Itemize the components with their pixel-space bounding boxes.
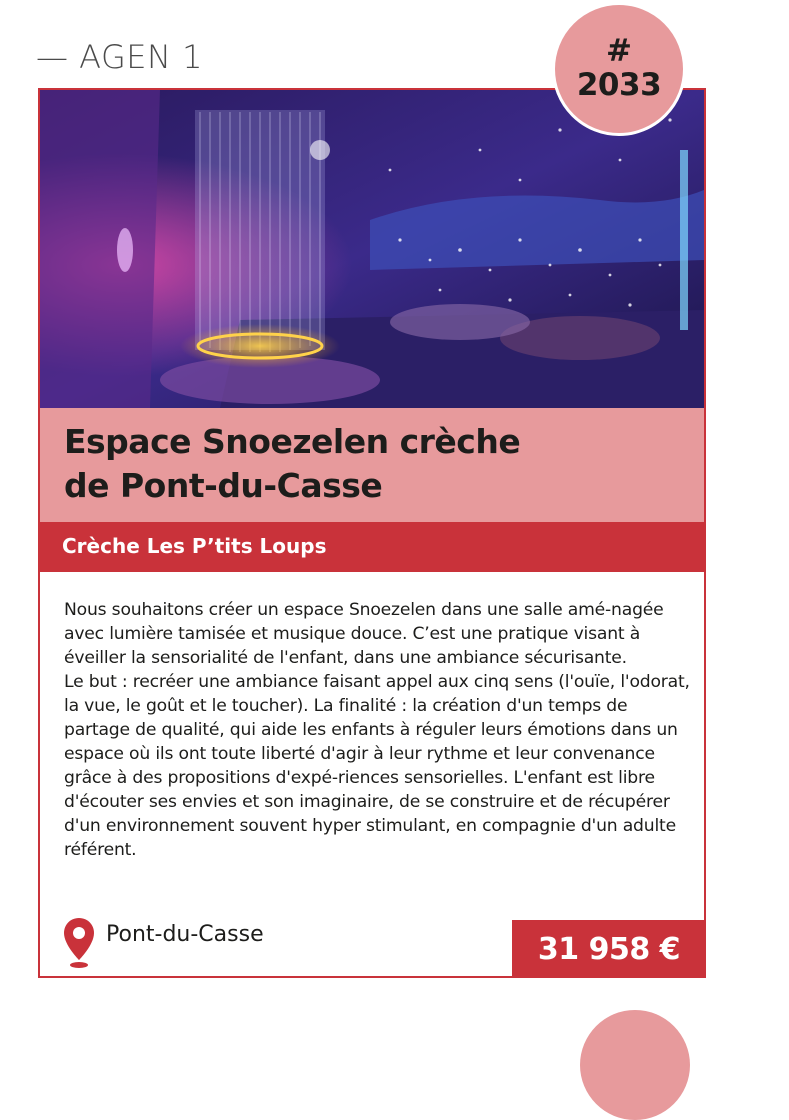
project-description xyxy=(64,598,694,862)
project-number-badge xyxy=(552,2,686,136)
price-tag: 31 958 € xyxy=(512,920,706,978)
next-project-badge xyxy=(580,1010,690,1120)
project-title-line2: de Pont-du-Casse xyxy=(64,466,383,505)
location-label: Pont-du-Casse xyxy=(106,922,264,947)
map-pin-icon xyxy=(62,916,96,974)
badge-number: 2033 xyxy=(576,67,662,103)
description-paragraph: Nous souhaitons créer un espace Snoezelen dans une salle amé-nagée avec lumière tamisée et musique douce. C’est une pratique visant à éveiller la sensorialité de l'enfant, dans une ambiance sécurisante. xyxy=(64,600,664,668)
description-paragraph: Le but : recréer une ambiance faisant appel aux cinq sens (l'ouïe, l'odorat, la vue, le goût et le toucher). La finalité : la création d'un temps de partage de qualité, qui aide les enfants à réguler leurs émotions dans un espace où ils ont toute liberté d'agir à leur rythme et leur convenance grâce à des propositions d'expé-riences sensorielles. L'enfant est libre d'écouter ses envies et son imaginaire, de se construire et de récupérer d'un environnement souvent hyper stimulant, en compagnie d'un adulte référent. xyxy=(64,672,690,860)
badge-hash: # xyxy=(606,33,632,69)
title-band xyxy=(40,408,704,522)
project-title-line1: Espace Snoezelen crèche xyxy=(64,422,521,461)
organization-band xyxy=(40,522,704,572)
location xyxy=(62,916,264,968)
project-title xyxy=(64,420,684,508)
project-photo xyxy=(40,90,704,408)
project-card xyxy=(38,88,706,978)
section-label: — AGEN 1 xyxy=(36,38,203,76)
organization-name: Crèche Les P’tits Loups xyxy=(62,534,327,558)
